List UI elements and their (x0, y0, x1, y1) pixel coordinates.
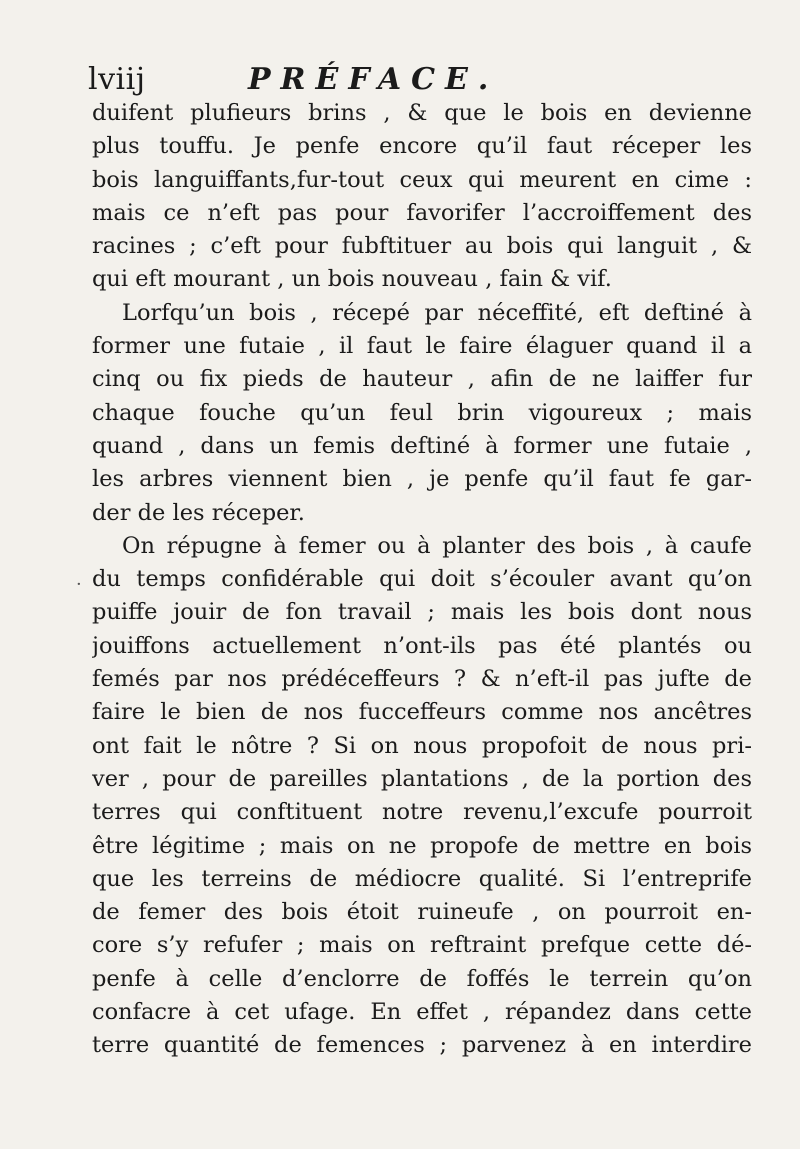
text-line: cinq ou fix pieds de hauteur , afin de ne laiffer fur (92, 366, 752, 393)
body-text (92, 97, 752, 1063)
text-line: de femer des bois étoit ruineufe , on pourroit en- (92, 899, 752, 926)
text-line: terre quantité de femences ; parvenez à en interdire (92, 1032, 752, 1059)
text-line: que les terreins de médiocre qualité. Si l’entreprife (92, 865, 752, 892)
margin-dot: · (76, 574, 82, 595)
running-title: PRÉFACE. (248, 62, 499, 97)
text-line: les arbres viennent bien , je penfe qu’il faut fe gar- (92, 466, 752, 493)
text-line: femés par nos prédéceffeurs ? & n’eft-il pas jufte de (92, 666, 752, 693)
text-line: terres qui conftituent notre revenu,l’excufe pourroit (92, 799, 752, 826)
text-line: penfe à celle d’enclorre de foffés le terrein qu’on (92, 965, 752, 992)
text-line: duifent plufieurs brins , & que le bois en devienne (92, 100, 752, 126)
text-line: former une futaie , il faut le faire élaguer quand il a (92, 333, 752, 360)
text-line: Lorfqu’un bois , récepé par néceffité, eft deftiné à (122, 299, 752, 326)
text-line: der de les réceper. (92, 499, 305, 526)
text-line: bois languiffants,fur-tout ceux qui meurent en cime : (92, 166, 752, 193)
running-head (88, 58, 748, 102)
text-line: quand , dans un femis deftiné à former une futaie , (92, 432, 752, 459)
text-line: jouiffons actuellement n’ont-ils pas été plantés ou (92, 632, 752, 659)
text-line: qui eft mourant , un bois nouveau , fain & vif. (92, 266, 612, 293)
text-line: puiffe jouir de fon travail ; mais les bois dont nous (92, 599, 752, 626)
text-line: ont fait le nôtre ? Si on nous propofoit de nous pri- (92, 732, 752, 759)
text-line: chaque fouche qu’un feul brin vigoureux ; mais (92, 399, 752, 426)
page-number: lviij (88, 62, 146, 97)
text-line: racines ; c’eft pour fubftituer au bois qui languit , & (92, 233, 752, 260)
text-line: core s’y refufer ; mais on reftraint prefque cette dé- (92, 932, 752, 959)
text-line: ver , pour de pareilles plantations , de la portion des (92, 765, 752, 792)
text-line: On répugne à femer ou à planter des bois , à caufe (122, 532, 752, 559)
text-line: confacre à cet ufage. En effet , répandez dans cette (92, 999, 752, 1026)
text-line: plus touffu. Je penfe encore qu’il faut réceper les (92, 133, 752, 160)
text-line: mais ce n’eft pas pour favorifer l’accroiffement des (92, 199, 752, 226)
text-line: être légitime ; mais on ne propofe de mettre en bois (92, 832, 752, 859)
text-line: faire le bien de nos fucceffeurs comme nos ancêtres (92, 699, 752, 726)
text-line: du temps confidérable qui doit s’écouler avant qu’on (92, 566, 752, 593)
